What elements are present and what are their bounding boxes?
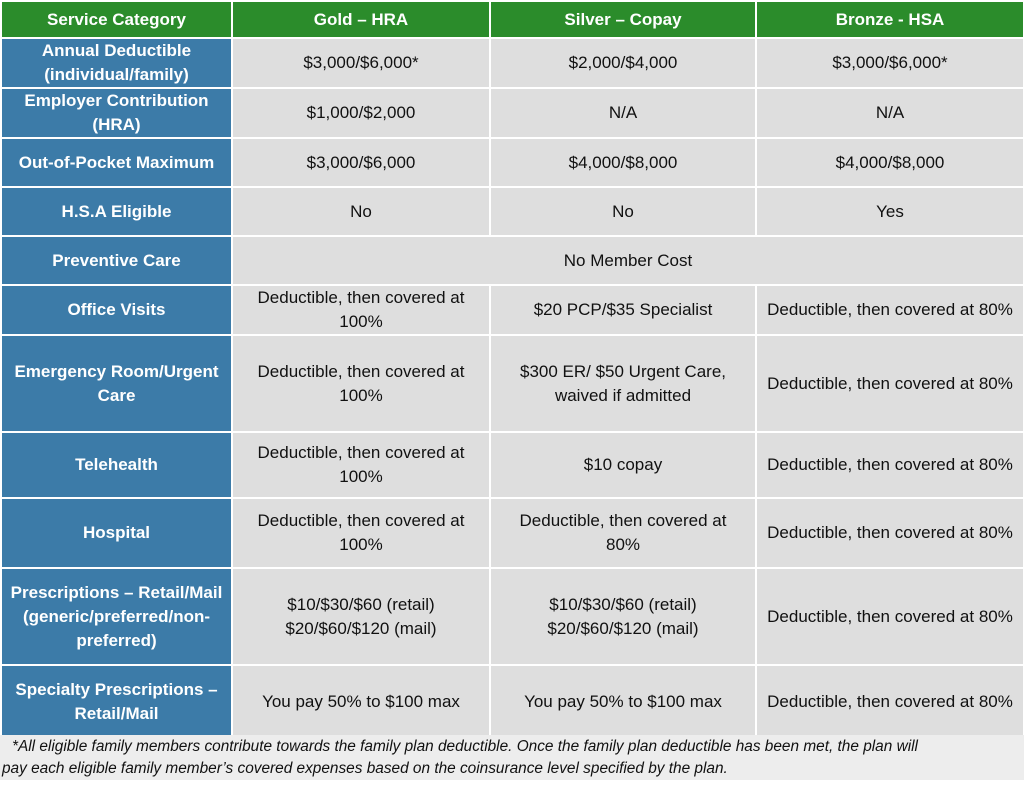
cell-text-line: Deductible, then covered at 80%	[767, 523, 1013, 542]
table-row-h-s-a-eligible	[1, 187, 1024, 236]
gold-plan-cell	[232, 498, 490, 568]
cell-text-line: Deductible, then covered at	[257, 511, 465, 530]
cell-text-line: 100%	[339, 385, 383, 405]
bronze-plan-cell	[756, 568, 1024, 665]
gold-plan-cell	[232, 38, 490, 88]
cell-text-line: Deductible, then covered at	[257, 443, 465, 462]
table-row-preventive-care	[1, 236, 1024, 285]
header-row	[1, 1, 1024, 38]
cell-text-line: 80%	[605, 535, 641, 554]
cell-text-line: (HRA)	[92, 115, 141, 134]
cell-text-line: $20/$60/$120 (mail)	[285, 618, 437, 638]
column-header-gold-hra: Gold – HRA	[232, 1, 490, 38]
service-category-cell	[1, 187, 232, 236]
service-category-cell	[1, 88, 232, 138]
bronze-plan-cell	[756, 335, 1024, 432]
table-row-telehealth	[1, 432, 1024, 498]
cell-text-line: $10 copay	[583, 455, 663, 474]
cell-text-line: preferred)	[76, 630, 157, 650]
column-header-service-category: Service Category	[1, 1, 232, 38]
table-row-annual-deductible-individual-family	[1, 38, 1024, 88]
silver-plan-cell	[490, 88, 756, 138]
cell-text-line: Care	[97, 385, 136, 405]
silver-plan-cell	[490, 498, 756, 568]
cell-text-line: $300 ER/ $50 Urgent Care,	[519, 361, 726, 381]
silver-plan-cell	[490, 665, 756, 738]
silver-plan-cell	[490, 568, 756, 665]
service-category-cell	[1, 38, 232, 88]
gold-plan-cell	[232, 138, 490, 187]
table-row-office-visits	[1, 285, 1024, 335]
gold-plan-cell	[232, 285, 490, 335]
cell-text-line: Preventive Care	[52, 250, 181, 270]
cell-text-line: (individual/family)	[44, 65, 189, 84]
cell-text-line: $10/$30/$60 (retail)	[287, 594, 435, 614]
gold-plan-cell	[232, 665, 490, 738]
gold-plan-cell	[232, 88, 490, 138]
cell-text-line: $1,000/$2,000	[306, 103, 416, 122]
cell-text-line: $3,000/$6,000	[306, 152, 416, 172]
table-row-prescriptions-retail-mail-generic-preferred-non-preferred	[1, 568, 1024, 665]
silver-plan-cell	[490, 432, 756, 498]
cell-text-line: $20/$60/$120 (mail)	[547, 618, 699, 638]
cell-text-line: Deductible, then covered at 80%	[767, 455, 1013, 474]
table-row-employer-contribution-hra	[1, 88, 1024, 138]
cell-text-line: Office Visits	[67, 300, 166, 319]
cell-text-line: N/A	[875, 103, 905, 122]
gold-plan-cell	[232, 568, 490, 665]
footnote-line-2: pay each eligible family member’s covered expenses based on the coinsurance level specified by the plan.	[2, 760, 728, 777]
service-category-cell	[1, 432, 232, 498]
table-row-out-of-pocket-maximum	[1, 138, 1024, 187]
column-header-silver-copay: Silver – Copay	[490, 1, 756, 38]
bronze-plan-cell	[756, 187, 1024, 236]
silver-plan-cell	[490, 38, 756, 88]
cell-text-line: Annual Deductible	[41, 41, 192, 60]
cell-text-line: $4,000/$8,000	[568, 152, 678, 172]
service-category-cell	[1, 138, 232, 187]
service-category-cell	[1, 285, 232, 335]
table-row-emergency-room-urgent-care	[1, 335, 1024, 432]
service-category-cell	[1, 236, 232, 285]
cell-text-line: Deductible, then covered at	[519, 511, 727, 530]
service-category-cell	[1, 335, 232, 432]
cell-text-line: Deductible, then covered at 80%	[767, 373, 1013, 393]
cell-text-line: Retail/Mail	[74, 703, 159, 723]
column-header-bronze-hsa: Bronze - HSA	[756, 1, 1024, 38]
bronze-plan-cell	[756, 38, 1024, 88]
cell-text-line: Deductible, then covered at 80%	[767, 691, 1013, 711]
gold-plan-cell	[232, 432, 490, 498]
footnote-line-1: *All eligible family members contribute towards the family plan deductible. Once the family plan deductible has been met, the plan will	[12, 738, 918, 755]
table-row-hospital	[1, 498, 1024, 568]
silver-plan-cell	[490, 285, 756, 335]
cell-text-line: H.S.A Eligible	[61, 201, 172, 221]
gold-plan-cell	[232, 187, 490, 236]
service-category-cell	[1, 498, 232, 568]
cell-text-line: No	[612, 201, 634, 221]
cell-text-line: $3,000/$6,000*	[303, 53, 419, 72]
cell-text-line: 100%	[339, 312, 383, 331]
plan-table-body	[1, 38, 1024, 738]
all-plans-cell: No Member Cost	[232, 236, 1024, 285]
cell-text-line: Specialty Prescriptions –	[15, 679, 218, 699]
bronze-plan-cell	[756, 498, 1024, 568]
cell-text-line: (generic/preferred/non-	[22, 606, 211, 626]
cell-text-line: $2,000/$4,000	[568, 53, 678, 72]
cell-text-line: Deductible, then covered at	[257, 288, 465, 307]
bronze-plan-cell	[756, 665, 1024, 738]
bronze-plan-cell	[756, 88, 1024, 138]
cell-text-line: Hospital	[82, 523, 151, 542]
cell-text-line: Yes	[876, 201, 904, 221]
gold-plan-cell	[232, 335, 490, 432]
cell-text-line: Prescriptions – Retail/Mail	[10, 582, 223, 602]
cell-text-line: $3,000/$6,000*	[832, 53, 948, 72]
cell-text-line: Deductible, then covered at	[257, 361, 465, 381]
cell-text-line: N/A	[608, 103, 638, 122]
cell-text-line: No	[350, 201, 372, 221]
service-category-cell	[1, 665, 232, 738]
bronze-plan-cell	[756, 285, 1024, 335]
silver-plan-cell	[490, 138, 756, 187]
cell-text-line: Emergency Room/Urgent	[14, 361, 219, 381]
cell-text-line: You pay 50% to $100 max	[262, 691, 460, 711]
cell-text-line: Deductible, then covered at 80%	[767, 300, 1013, 319]
cell-text-line: waived if admitted	[554, 385, 692, 405]
deductible-footnote	[0, 735, 1024, 780]
cell-text-line: Telehealth	[75, 455, 158, 474]
cell-text-line: You pay 50% to $100 max	[524, 691, 722, 711]
table-row-specialty-prescriptions-retail-mail	[1, 665, 1024, 738]
service-category-cell	[1, 568, 232, 665]
cell-text-line: $20 PCP/$35 Specialist	[533, 300, 713, 319]
cell-text-line: $10/$30/$60 (retail)	[549, 594, 697, 614]
silver-plan-cell	[490, 335, 756, 432]
cell-text-line: Out-of-Pocket Maximum	[18, 152, 215, 172]
cell-text-line: 100%	[339, 467, 383, 486]
cell-text-line: 100%	[339, 535, 383, 554]
cell-text-line: Deductible, then covered at 80%	[767, 606, 1013, 626]
silver-plan-cell	[490, 187, 756, 236]
bronze-plan-cell	[756, 432, 1024, 498]
cell-text-line: Employer Contribution	[24, 91, 209, 110]
cell-text-line: $4,000/$8,000	[835, 152, 945, 172]
bronze-plan-cell	[756, 138, 1024, 187]
